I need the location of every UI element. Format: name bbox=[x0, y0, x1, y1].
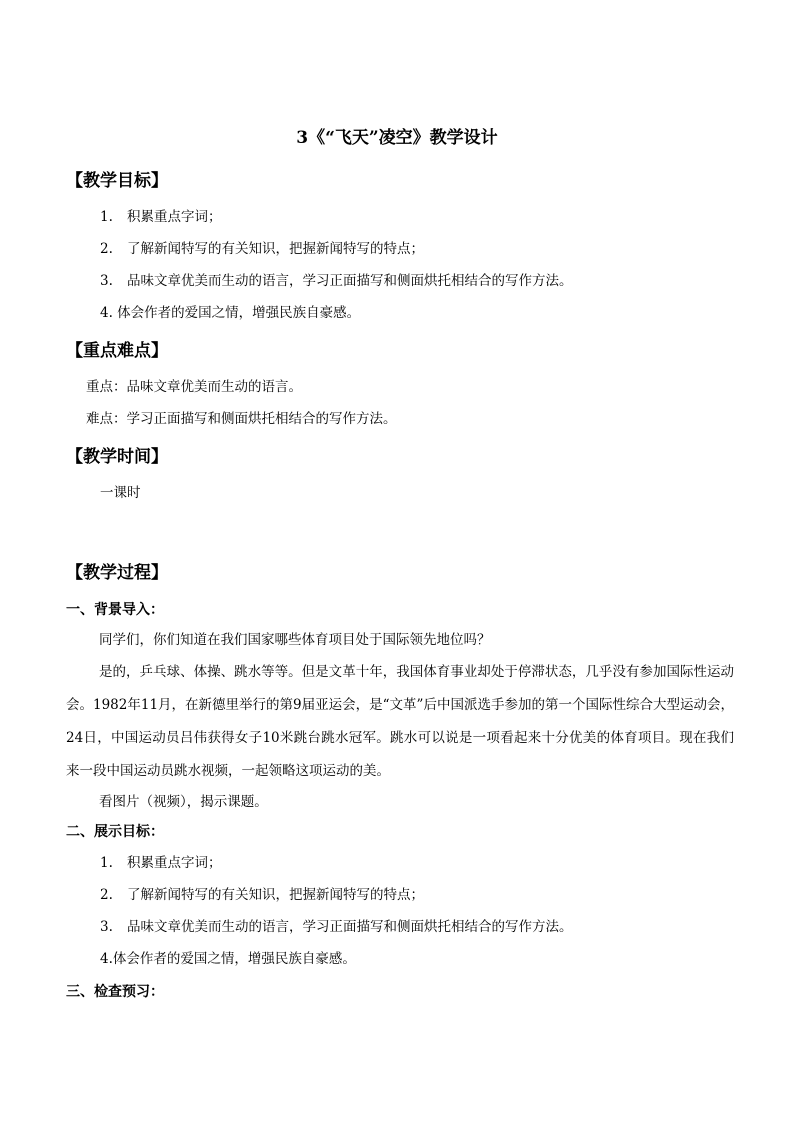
target-item-number: 2. bbox=[100, 887, 113, 903]
section-1-paragraph-3: 看图片（视频），揭示课题。 bbox=[99, 794, 268, 810]
section-1-paragraph-1: 同学们，你们知道在我们国家哪些体育项目处于国际领先地位吗？ bbox=[99, 632, 491, 648]
time-value: 一课时 bbox=[100, 485, 141, 501]
goal-item-number: 3. bbox=[100, 273, 113, 289]
goal-item-number: 2. bbox=[100, 241, 113, 257]
key-points-heading: 【重点难点】 bbox=[66, 341, 168, 361]
section-3-heading: 三、检查预习： bbox=[66, 984, 164, 1000]
target-item-text: 品味文章优美而生动的语言，学习正面描写和侧面烘托相结合的写作方法。 bbox=[127, 919, 573, 935]
process-heading: 【教学过程】 bbox=[66, 563, 168, 583]
target-item-text: 了解新闻特写的有关知识，把握新闻特写的特点； bbox=[127, 887, 424, 903]
page-title: 3《“飞天”凌空》教学设计 bbox=[296, 128, 498, 148]
section-1-paragraph-2: 是的，乒乓球、体操、跳水等等。但是文革十年，我国体育事业却处于停滞状态，几乎没有参加国际性运动会。1982年11月，在新德里举行的第9届亚运会，是“文革”后中国派选手参加的第一个国际性综合大型运动会，24日，中国运动员吕伟获得女子10米跳台跳水冠军。跳水可以说是一项看起来十分优美的体育项目。现在我们来一段中国运动员跳水视频，一起领略这项运动的美。 bbox=[66, 664, 734, 779]
target-item-number: 3. bbox=[100, 919, 113, 935]
target-item-2 bbox=[100, 885, 424, 905]
goal-item-3 bbox=[100, 271, 573, 291]
goal-item-number: 1. bbox=[100, 209, 113, 225]
goal-item-text: 了解新闻特写的有关知识，把握新闻特写的特点； bbox=[127, 241, 424, 257]
goal-item-1 bbox=[100, 207, 222, 227]
goals-heading: 【教学目标】 bbox=[66, 171, 168, 191]
target-item-4: 4.体会作者的爱国之情，增强民族自豪感。 bbox=[100, 951, 356, 967]
goal-item-2 bbox=[100, 239, 424, 259]
target-item-text: 积累重点字词； bbox=[127, 855, 222, 871]
goal-item-4: 4. 体会作者的爱国之情，增强民族自豪感。 bbox=[100, 305, 361, 321]
target-item-3 bbox=[100, 917, 573, 937]
goal-item-text: 积累重点字词； bbox=[127, 209, 222, 225]
section-1-heading: 一、背景导入： bbox=[66, 602, 164, 618]
difficulty-line: 难点：学习正面描写和侧面烘托相结合的写作方法。 bbox=[86, 411, 397, 427]
section-2-heading: 二、展示目标： bbox=[66, 824, 164, 840]
time-heading: 【教学时间】 bbox=[66, 447, 168, 467]
target-item-number: 1. bbox=[100, 855, 113, 871]
goal-item-text: 品味文章优美而生动的语言，学习正面描写和侧面烘托相结合的写作方法。 bbox=[127, 273, 573, 289]
focus-line: 重点：品味文章优美而生动的语言。 bbox=[86, 379, 302, 395]
target-item-1 bbox=[100, 853, 222, 873]
